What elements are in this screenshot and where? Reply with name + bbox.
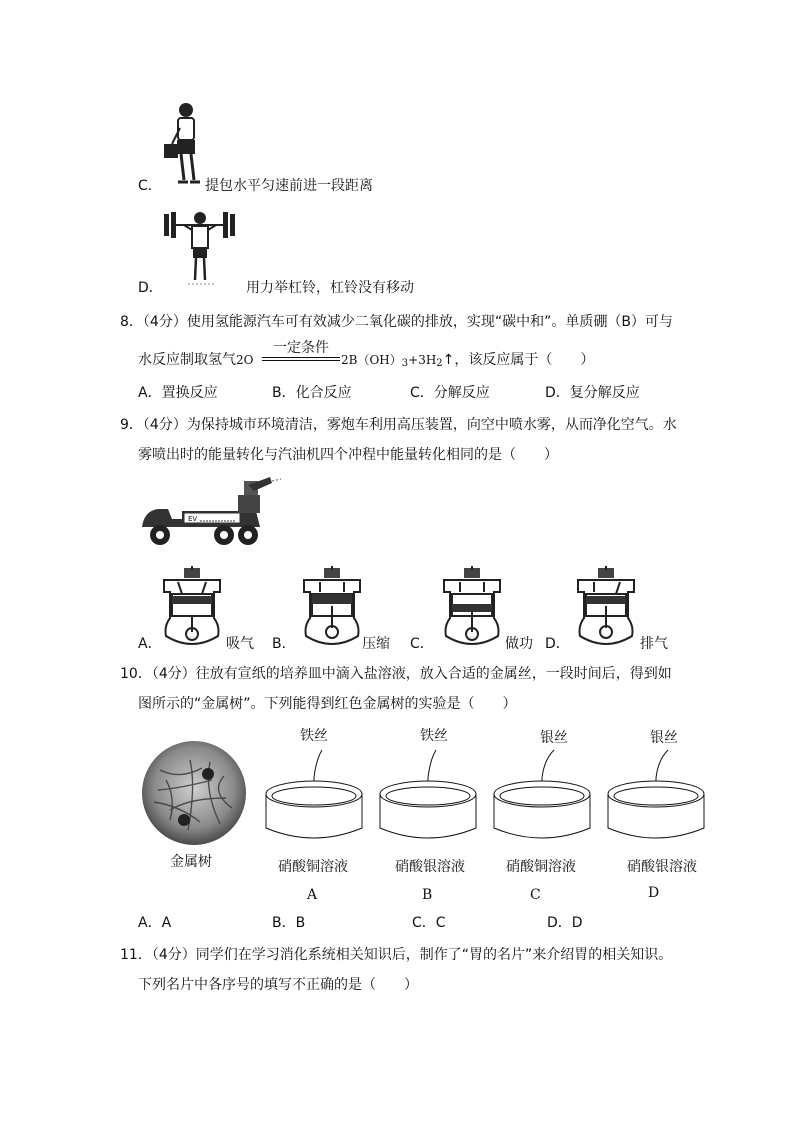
q8-option-a[interactable]: A．置换反应 xyxy=(138,385,218,401)
q9-option-d-letter[interactable]: D． xyxy=(545,636,570,652)
q9-option-a-letter[interactable]: A． xyxy=(138,636,162,652)
setup-c-dish xyxy=(492,748,592,844)
q11-stem-line2: 下列名片中各序号的填写不正确的是（ ） xyxy=(138,977,418,993)
q9-option-c-label: 做功 xyxy=(505,636,533,652)
engine-diagram-exhaust xyxy=(572,566,640,648)
reaction-arrow-line-bottom xyxy=(262,360,340,361)
q8-stem-line2 xyxy=(138,350,253,370)
setup-d-dish xyxy=(606,748,706,844)
q9-stem-line2: 雾喷出时的能量转化与汽油机四个冲程中能量转化相同的是（ ） xyxy=(138,447,558,463)
q9-option-b-label: 压缩 xyxy=(362,636,390,652)
q10-option-c[interactable]: C．C xyxy=(412,915,446,931)
q10-stem-line2: 图所示的“金属树”。下列能得到红色金属树的实验是（ ） xyxy=(138,696,517,712)
q9-option-a-label: 吸气 xyxy=(226,636,254,652)
q7-option-d-text: 用力举杠铃，杠铃没有移动 xyxy=(246,280,414,296)
setup-b-wire-label: 铁丝 xyxy=(420,728,448,744)
q9-option-c-letter[interactable]: C． xyxy=(410,636,434,652)
fog-cannon-truck-image xyxy=(138,475,283,550)
metal-tree-photo xyxy=(140,740,248,846)
q10-stem-line1: 10．（4分）往放有宣纸的培养皿中滴入盐溶液，放入合适的金属丝，一段时间后，得到如 xyxy=(120,666,672,682)
setup-a-wire-label: 铁丝 xyxy=(300,728,328,744)
q10-option-d[interactable]: D．D xyxy=(547,915,583,931)
q7-option-c-text: 提包水平匀速前进一段距离 xyxy=(205,178,373,194)
q10-option-b[interactable]: B．B xyxy=(272,915,306,931)
q8-formula-left: 2O xyxy=(236,353,254,367)
setup-c-letter: C xyxy=(530,887,541,903)
setup-a-dish xyxy=(264,748,364,844)
person-carrying-bag-figure xyxy=(160,100,210,192)
q9-stem-line1: 9．（4分）为保持城市环境清洁，雾炮车利用高压装置，向空中喷水雾，从而净化空气。水 xyxy=(120,417,677,433)
q8-stem-line1: 8．（4分）使用氢能源汽车可有效减少二氧化碳的排放，实现“碳中和”。单质硼（B）可与 xyxy=(120,314,673,330)
q8-option-c[interactable]: C．分解反应 xyxy=(410,385,490,401)
setup-b-dish xyxy=(378,748,478,844)
q11-stem-line1: 11．（4分）同学们在学习消化系统相关知识后，制作了“胃的名片”来介绍胃的相关知识。 xyxy=(120,947,673,963)
setup-d-letter: D xyxy=(648,885,660,901)
setup-c-wire-label: 银丝 xyxy=(540,730,568,746)
truck-label: EV xyxy=(188,515,198,523)
reaction-condition-text: 一定条件 xyxy=(273,340,329,356)
engine-diagram-intake xyxy=(158,566,226,648)
weightlifter-figure xyxy=(162,208,244,292)
reaction-condition xyxy=(262,340,340,361)
setup-d-wire-label: 银丝 xyxy=(650,730,678,746)
q8-prefix: 水反应制取氢气 xyxy=(138,352,236,368)
setup-d-solution-label: 硝酸银溶液 xyxy=(627,859,697,875)
setup-a-solution-label: 硝酸铜溶液 xyxy=(278,859,348,875)
reaction-arrow-line-top xyxy=(262,357,340,358)
setup-b-letter: B xyxy=(422,887,433,903)
q10-option-a[interactable]: A．A xyxy=(138,915,172,931)
engine-diagram-power xyxy=(438,566,506,648)
q8-option-d[interactable]: D．复分解反应 xyxy=(545,385,640,401)
q8-formula-right: $2B(OH)_3+3H_2↑$，该反应属于（ ） xyxy=(341,352,595,369)
engine-diagram-compression xyxy=(298,566,366,648)
q7-option-c-letter: C． xyxy=(138,178,162,194)
setup-b-solution-label: 硝酸银溶液 xyxy=(395,859,465,875)
q9-option-d-label: 排气 xyxy=(640,636,668,652)
setup-a-letter: A xyxy=(307,887,318,903)
q9-option-b-letter[interactable]: B． xyxy=(272,636,296,652)
setup-c-solution-label: 硝酸铜溶液 xyxy=(506,859,576,875)
metal-tree-label: 金属树 xyxy=(170,854,212,870)
q8-option-b[interactable]: B．化合反应 xyxy=(272,385,352,401)
q7-option-d-letter: D． xyxy=(138,280,163,296)
